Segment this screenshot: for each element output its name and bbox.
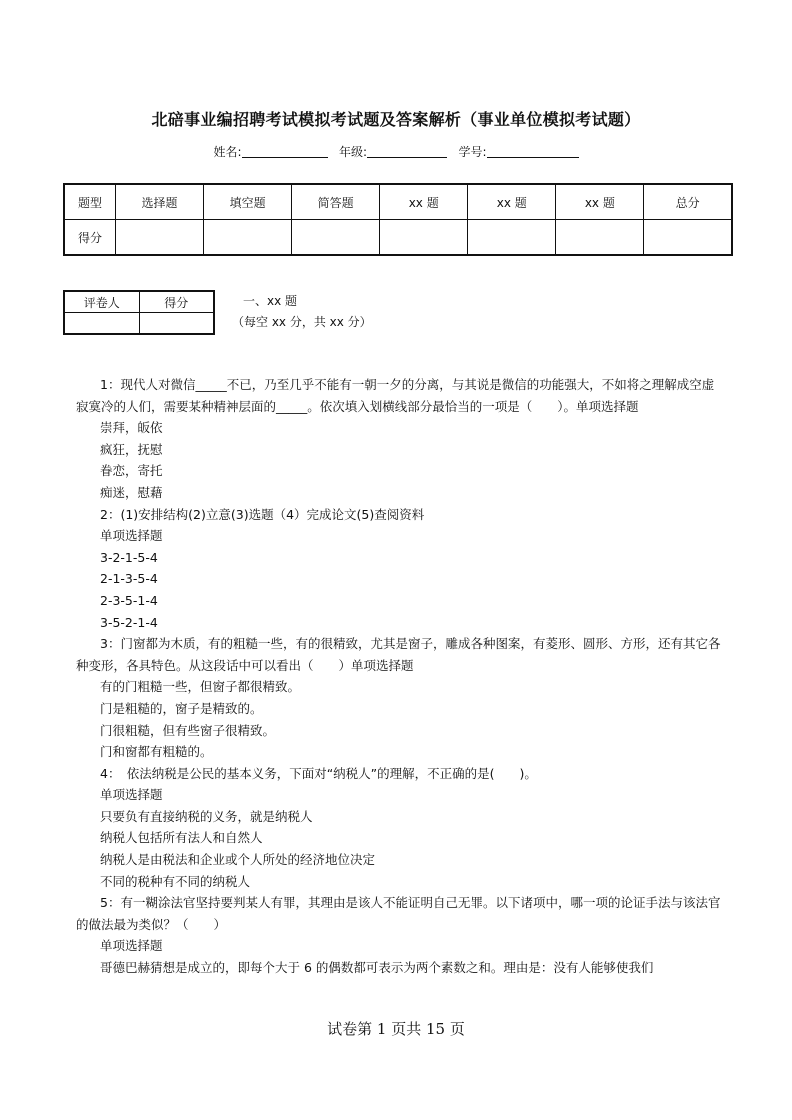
- score-row-label: 得分: [64, 220, 116, 256]
- grader-label: 评卷人: [64, 291, 139, 313]
- option-item: 3-2-1-5-4: [100, 549, 158, 565]
- score-header-cell: xx 题: [468, 184, 556, 220]
- option-item: 疯狂，抚慰: [100, 441, 163, 457]
- score-cell[interactable]: [644, 220, 732, 256]
- score-header-cell: 填空题: [204, 184, 292, 220]
- question-type: 单项选择题: [100, 787, 163, 803]
- grade-blank[interactable]: [367, 145, 447, 158]
- grader-score-cell[interactable]: [139, 313, 214, 335]
- id-label: 学号:: [458, 145, 487, 159]
- section-title: 一、xx 题: [243, 294, 298, 308]
- id-blank[interactable]: [487, 145, 579, 158]
- option-item: 门和窗都有粗糙的。: [100, 744, 213, 760]
- option-item: 2-1-3-5-4: [100, 571, 158, 587]
- score-cell[interactable]: [556, 220, 644, 256]
- score-value-row: [64, 220, 732, 256]
- score-header-cell: 总分: [644, 184, 732, 220]
- score-table: [63, 183, 733, 256]
- score-cell[interactable]: [292, 220, 380, 256]
- score-header-cell: 简答题: [292, 184, 380, 220]
- name-blank[interactable]: [242, 145, 328, 158]
- question-5: 5：有一糊涂法官坚持要判某人有罪，其理由是该人不能证明自己无罪。以下诸项中，哪一项的论证手法与该法官的做法最为类似？（ ）: [76, 895, 721, 932]
- page-footer: 试卷第 1 页共 15 页: [327, 1020, 465, 1038]
- option-item: 哥德巴赫猜想是成立的，即每个大于 6 的偶数都可表示为两个素数之和。理由是：没有人能够使我们: [100, 960, 654, 976]
- option-item: 2-3-5-1-4: [100, 592, 158, 608]
- question-type: 单项选择题: [100, 938, 163, 954]
- option-item: 只要负有直接纳税的义务，就是纳税人: [100, 808, 313, 824]
- option-item: 纳税人包括所有法人和自然人: [100, 830, 263, 846]
- option-item: 痴迷，慰藉: [100, 484, 163, 500]
- question-type: 单项选择题: [100, 528, 163, 544]
- score-cell[interactable]: [468, 220, 556, 256]
- option-item: 不同的税种有不同的纳税人: [100, 873, 251, 889]
- grader-score-label: 得分: [139, 291, 214, 313]
- name-label: 姓名:: [213, 145, 242, 159]
- option-item: 门很粗糙，但有些窗子很精致。: [100, 722, 276, 738]
- question-3: 3：门窗都为木质，有的粗糙一些，有的很精致，尤其是窗子，雕成各种图案，有菱形、圆形、方形，还有其它各种变形，各具特色。从这段话中可以看出（ ）单项选择题: [76, 636, 721, 673]
- score-header-cell: 选择题: [116, 184, 204, 220]
- option-item: 纳税人是由税法和企业或个人所处的经济地位决定: [100, 852, 376, 868]
- score-header-cell: 题型: [64, 184, 116, 220]
- score-cell[interactable]: [116, 220, 204, 256]
- option-item: 眷恋，寄托: [100, 463, 163, 479]
- option-item: 有的门粗糙一些，但窗子都很精致。: [100, 679, 301, 695]
- section-note: （每空 xx 分，共 xx 分）: [232, 315, 372, 329]
- score-header-cell: xx 题: [380, 184, 468, 220]
- grader-table: [63, 290, 215, 335]
- option-item: 门是粗糙的，窗子是精致的。: [100, 700, 263, 716]
- question-4: 4： 依法纳税是公民的基本义务，下面对“纳税人”的理解，不正确的是( )。: [100, 765, 537, 781]
- score-header-cell: xx 题: [556, 184, 644, 220]
- option-item: 崇拜，皈依: [100, 420, 163, 436]
- score-cell[interactable]: [204, 220, 292, 256]
- question-2: 2：(1)安排结构(2)立意(3)选题（4）完成论文(5)查阅资料: [100, 506, 425, 522]
- page-title: 北碚事业编招聘考试模拟考试题及答案解析（事业单位模拟考试题）: [151, 110, 641, 129]
- questions-body: [76, 374, 724, 979]
- student-info-line: [0, 143, 792, 160]
- score-header-row: [64, 184, 732, 220]
- grader-cell[interactable]: [64, 313, 139, 335]
- question-1: 1：现代人对微信_____不已，乃至几乎不能有一朝一夕的分离，与其说是微信的功能强大，不如将之理解成空虚寂寞冷的人们，需要某种精神层面的_____。依次填入划横线部分最恰当的一项是（ ）。单项选择题: [76, 377, 715, 414]
- score-cell[interactable]: [380, 220, 468, 256]
- grade-label: 年级:: [338, 145, 368, 159]
- option-item: 3-5-2-1-4: [100, 614, 158, 630]
